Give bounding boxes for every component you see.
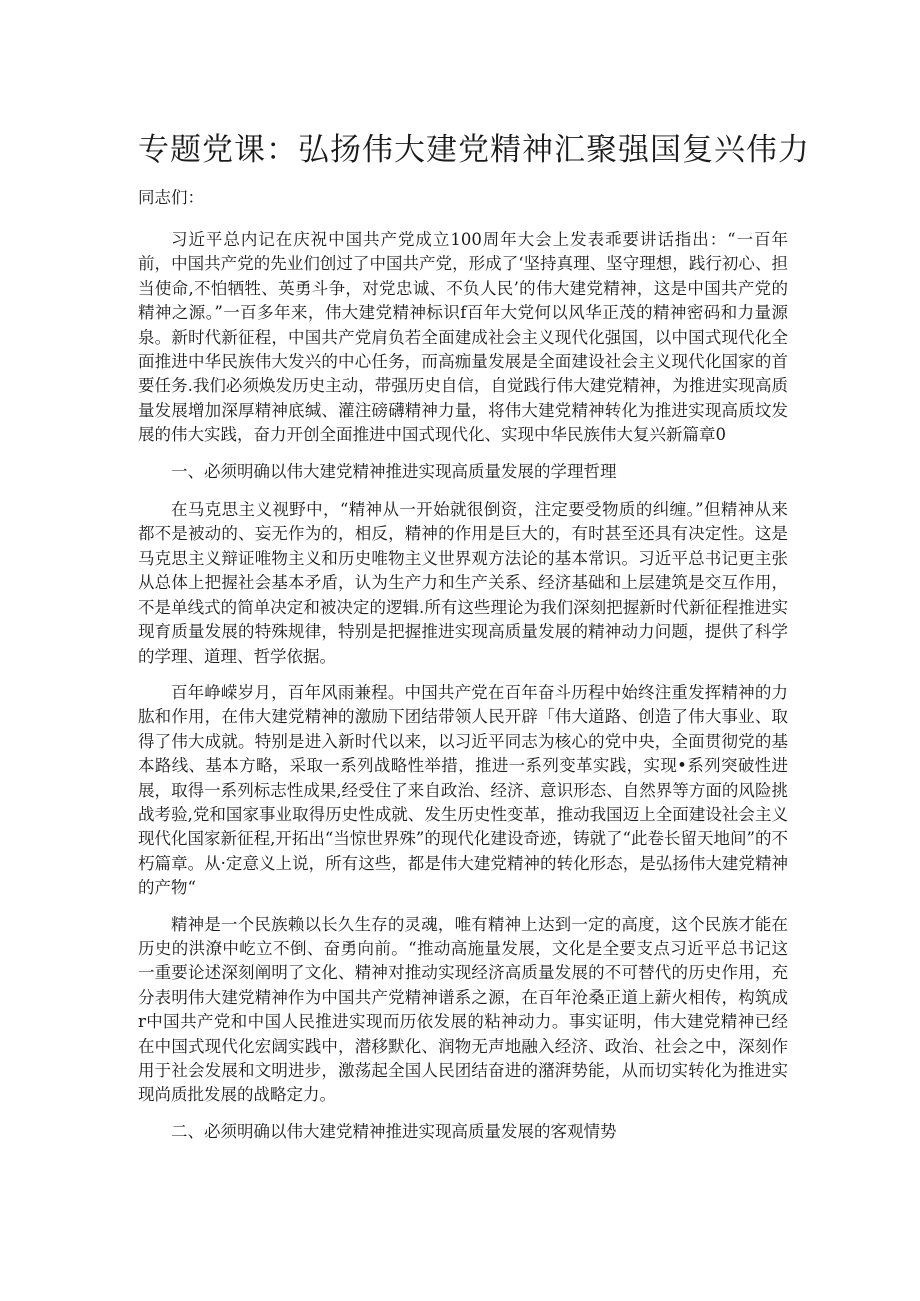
paragraph-spirit: 精神是一个民族赖以长久生存的灵魂，唯有精神上达到一定的高度，这个民族才能在历史的洪潦中屹立不倒、奋勇向前。“推动高施量发展，文化是全要支点习近平总书记这一重要论述深刻阐明了文化、精神对推动实现经济高质量发展的不可替代的历史作用，充分表明伟大建党精神作为中国共产党精神谱系之源，在百年沧桑正道上薪火相传，构筑成r中国共产党和中国人民推进实现而历依发展的粘神动力。事实证明，伟大建党精神已经在中国式现代化宏阔实践中，潜移默化、润物无声地融入经济、政治、社会之中，深刻作用于社会发展和文明进步，激荡起全国人民团结奋进的潴湃势能，从而切实转化为推进实现尚质批发展的战略定力。 [138,914,788,1105]
document-title: 专题党课：弘扬伟大建党精神汇聚强国复兴伟力 [138,132,810,168]
paragraph-intro: 习近平总内记在庆祝中国共产党成立100周年大会上发表乖要讲话指出：“一百年前，中国共产党的先业们创过了中国共产党，形成了‘坚持真理、坚守理想，践行初心、担当使命,不怕牺牲、英勇斗争，对党忠诚、不负人民’的伟大建党精神，这是中国共产党的精神之源。”一百多年来，伟大建党精神标识f百年大党何以风华正茂的精神密码和力量源泉。新时代新征程，中国共产党肩负若全面建成社会主义现代化强国，以中国式现代化全面推进中华民族伟大发兴的中心任务，而高痂量发展是全面建设社会主义现代化国家的首要任务.我们必须焕发历史主动，带强历史自信，自觉践行伟大建党精神，为推进实现高质量发展增加深厚精神底缄、灌注磅礴精神力量，将伟大建党精神转化为推进实现高质坟发展的伟大实践，奋力开创全面推进中国式现代化、实现中华民族伟大复兴新篇章0 [138,230,788,445]
greeting: 同志们： [138,188,204,207]
paragraph-marxism: 在马克思主义视野中，“精神从一开始就很倒资，注定要受物质的纠缠。”但精神从来都不是被动的、妄无作为的，相反，精神的作用是巨大的，有时甚至还具有决定性。这是马克思主义辩证唯物主义和历史唯物主义世界观方法论的基本常识。习近平总书记更主张从总体上把握社会基本矛盾，认为生产力和生产关系、经济基础和上层建筑是交互作用，不是单线式的简单决定和被决定的逻辑.所有这些理论为我们深刻把握新时代新征程推进实现育质量发展的特殊规律，特别是把握推进实现高质量发展的精神动力问题，提供了科学的学理、道理、哲学依据。 [138,500,788,666]
paragraph-century: 百年峥嵘岁月，百年风雨兼程。中国共产党在百年奋斗历程中始终注重发挥精神的力肱和作用，在伟大建党精神的激励下团结带领人民开辟「伟大道路、创造了伟大事业、取得了伟大成就。特别是进入新时代以来，以习近平同志为核心的党中央，全面贯彻党的基本路线、基本方略，采取一系列战略性举措，推进一系列变革实践，实现•系列突破性进展，取得一系列标志性成果,经受住了来自政治、经济、意识形态、自然界等方面的风险挑战考验,党和国家事业取得历史性成就、发生历史性变革，推动我国迈上全面建设社会主义现代化国家新征程,开拓出“当惊世界殊”的现代化建设奇迹，铸就了“此卷长留天地间”的不朽篇章。从·定意义上说，所有这些，都是伟大建党精神的转化形态，是弘扬伟大建党精神的产物“ [138,682,788,898]
section-heading-1: 一、必须明确以伟大建党精神推进实现高质量发展的学理哲理 [171,461,617,481]
section-heading-2: 二、必须明确以伟大建党精神推进实现高质量发展的客观情势 [171,1121,617,1141]
document-page [138,128,810,1158]
